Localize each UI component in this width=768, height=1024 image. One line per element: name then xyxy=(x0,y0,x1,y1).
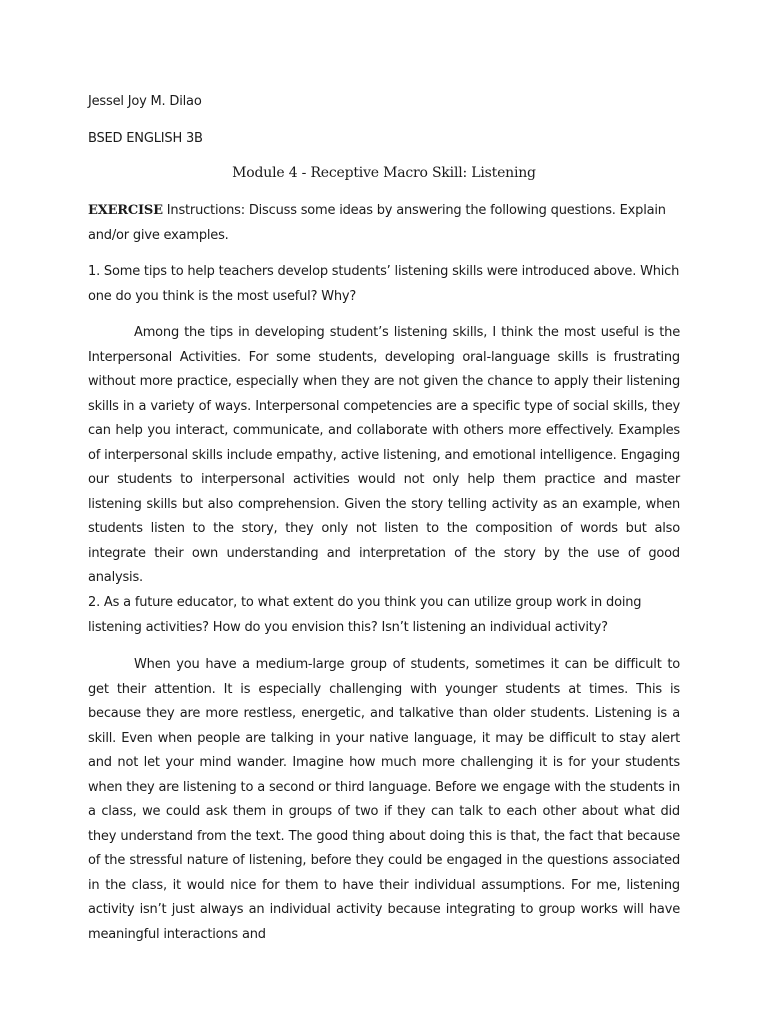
question-1: 1. Some tips to help teachers develop students’ listening skills were introduced above. Which one do you think is the most useful? Why? xyxy=(88,264,680,304)
course-section: BSED ENGLISH 3B xyxy=(88,131,203,146)
exercise-instructions xyxy=(88,199,680,248)
instructions-text: Instructions: Discuss some ideas by answering the following questions. Explain and/or give examples. xyxy=(88,203,666,243)
exercise-label: EXERCISE xyxy=(88,203,163,218)
module-title: Module 4 - Receptive Macro Skill: Listening xyxy=(232,165,536,181)
answer-1-paragraph: Among the tips in developing student’s listening skills, I think the most useful is the Interpersonal Activities. For some students, developing oral-language skills is frustrating without more practice, especially when they are not given the chance to apply their listening skills in a variety of ways. Interpersonal competencies are a specific type of social skills, they can help you interact, communicate, and collaborate with others more effectively. Examples of interpersonal skills include empathy, active listening, and emotional intelligence. Engaging our students to interpersonal activities would not only help them practice and master listening skills but also comprehension. Given the story telling activity as an example, when students listen to the story, they only not listen to the composition of words but also integrate their own understanding and interpretation of the story by the use of good analysis. xyxy=(88,325,680,585)
answer-2-paragraph: When you have a medium-large group of students, sometimes it can be difficult to get their attention. It is especially challenging with younger students at times. This is because they are more restless, energetic, and talkative than older students. Listening is a skill. Even when people are talking in your native language, it may be difficult to stay alert and not let your mind wander. Imagine how much more challenging it is for your students when they are listening to a second or third language. Before we engage with the students in a class, we could ask them in groups of two if they can talk to each other about what did they understand from the text. The good thing about doing this is that, the fact that because of the stressful nature of listening, before they could be engaged in the questions associated in the class, it would nice for them to have their individual assumptions. For me, listening activity isn’t just always an individual activity because integrating to group works will have meaningful interactions and xyxy=(88,657,680,942)
author-name: Jessel Joy M. Dilao xyxy=(88,94,202,109)
question-2: 2. As a future educator, to what extent do you think you can utilize group work in doing listening activities? How do you envision this? Isn’t listening an individual activity? xyxy=(88,595,642,635)
